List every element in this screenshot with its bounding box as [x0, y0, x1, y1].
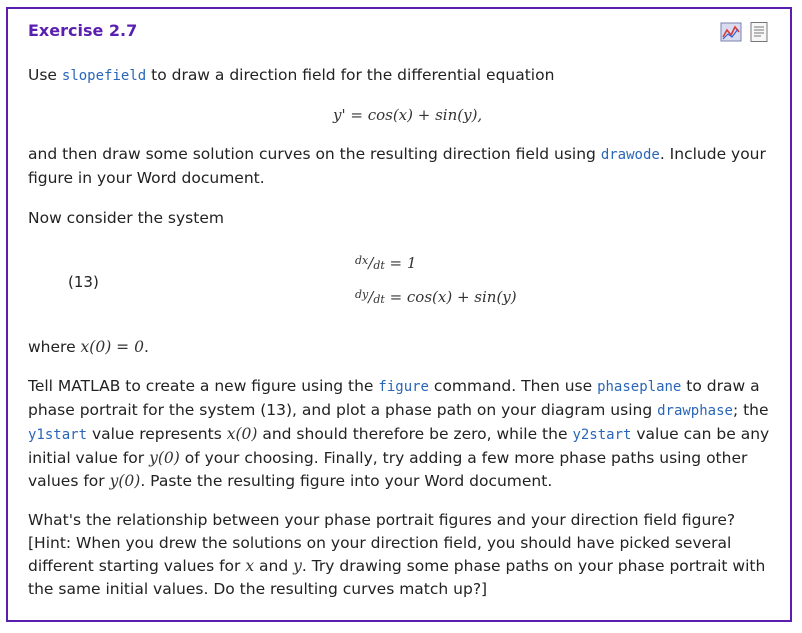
equation-number: (13): [68, 273, 99, 291]
code-drawode: drawode: [600, 147, 660, 163]
system-line-1: $^{dx}$/dt = 1: [355, 254, 417, 272]
code-drawphase: drawphase: [657, 403, 733, 419]
code-y1start: y1start: [28, 427, 88, 443]
solution-paragraph: and then draw some solution curves on the resulting direction field using drawode. Include your figure in your Word document.: [28, 145, 766, 187]
matlab-instructions: Tell MATLAB to create a new figure using the figure command. Then use phaseplane to draw a phase portrait for the system (13), and plot a phase path on your diagram using drawphase; the y1start value represents x(0) and should therefore be zero, while the y2start value can be any initial value for y(0) of your choosing. Finally, try adding a few more phase paths using other values for y(0). Paste the resulting figure into your Word document.: [28, 377, 770, 490]
code-phaseplane: phaseplane: [597, 379, 682, 395]
system-line-2: $^{dy}$/dt = cos(x) + sin(y): [355, 288, 517, 306]
intro-paragraph: Use slopefield to draw a direction field for the differential equation: [28, 66, 555, 84]
initial-condition: where x(0) = 0.: [28, 338, 149, 356]
hint-paragraph: What's the relationship between your phase portrait figures and your direction field figure? [Hint: When you drew the solutions on your direction field, you should have picked several different starting values for x and y. Try drawing some phase paths on your phase portrait with the same initial values. Do the resulting curves match up?]: [28, 511, 766, 598]
equation-1: y' = cos(x) + sin(y),: [333, 106, 483, 124]
code-slopefield: slopefield: [61, 68, 147, 84]
code-figure: figure: [378, 379, 429, 395]
code-y2start: y2start: [572, 427, 632, 443]
exercise-box: [6, 7, 792, 622]
exercise-title: Exercise 2.7: [28, 21, 138, 40]
icon-bar: [720, 21, 770, 43]
chart-icon[interactable]: [720, 21, 742, 43]
system-intro: Now consider the system: [28, 209, 224, 227]
document-icon[interactable]: [748, 21, 770, 43]
